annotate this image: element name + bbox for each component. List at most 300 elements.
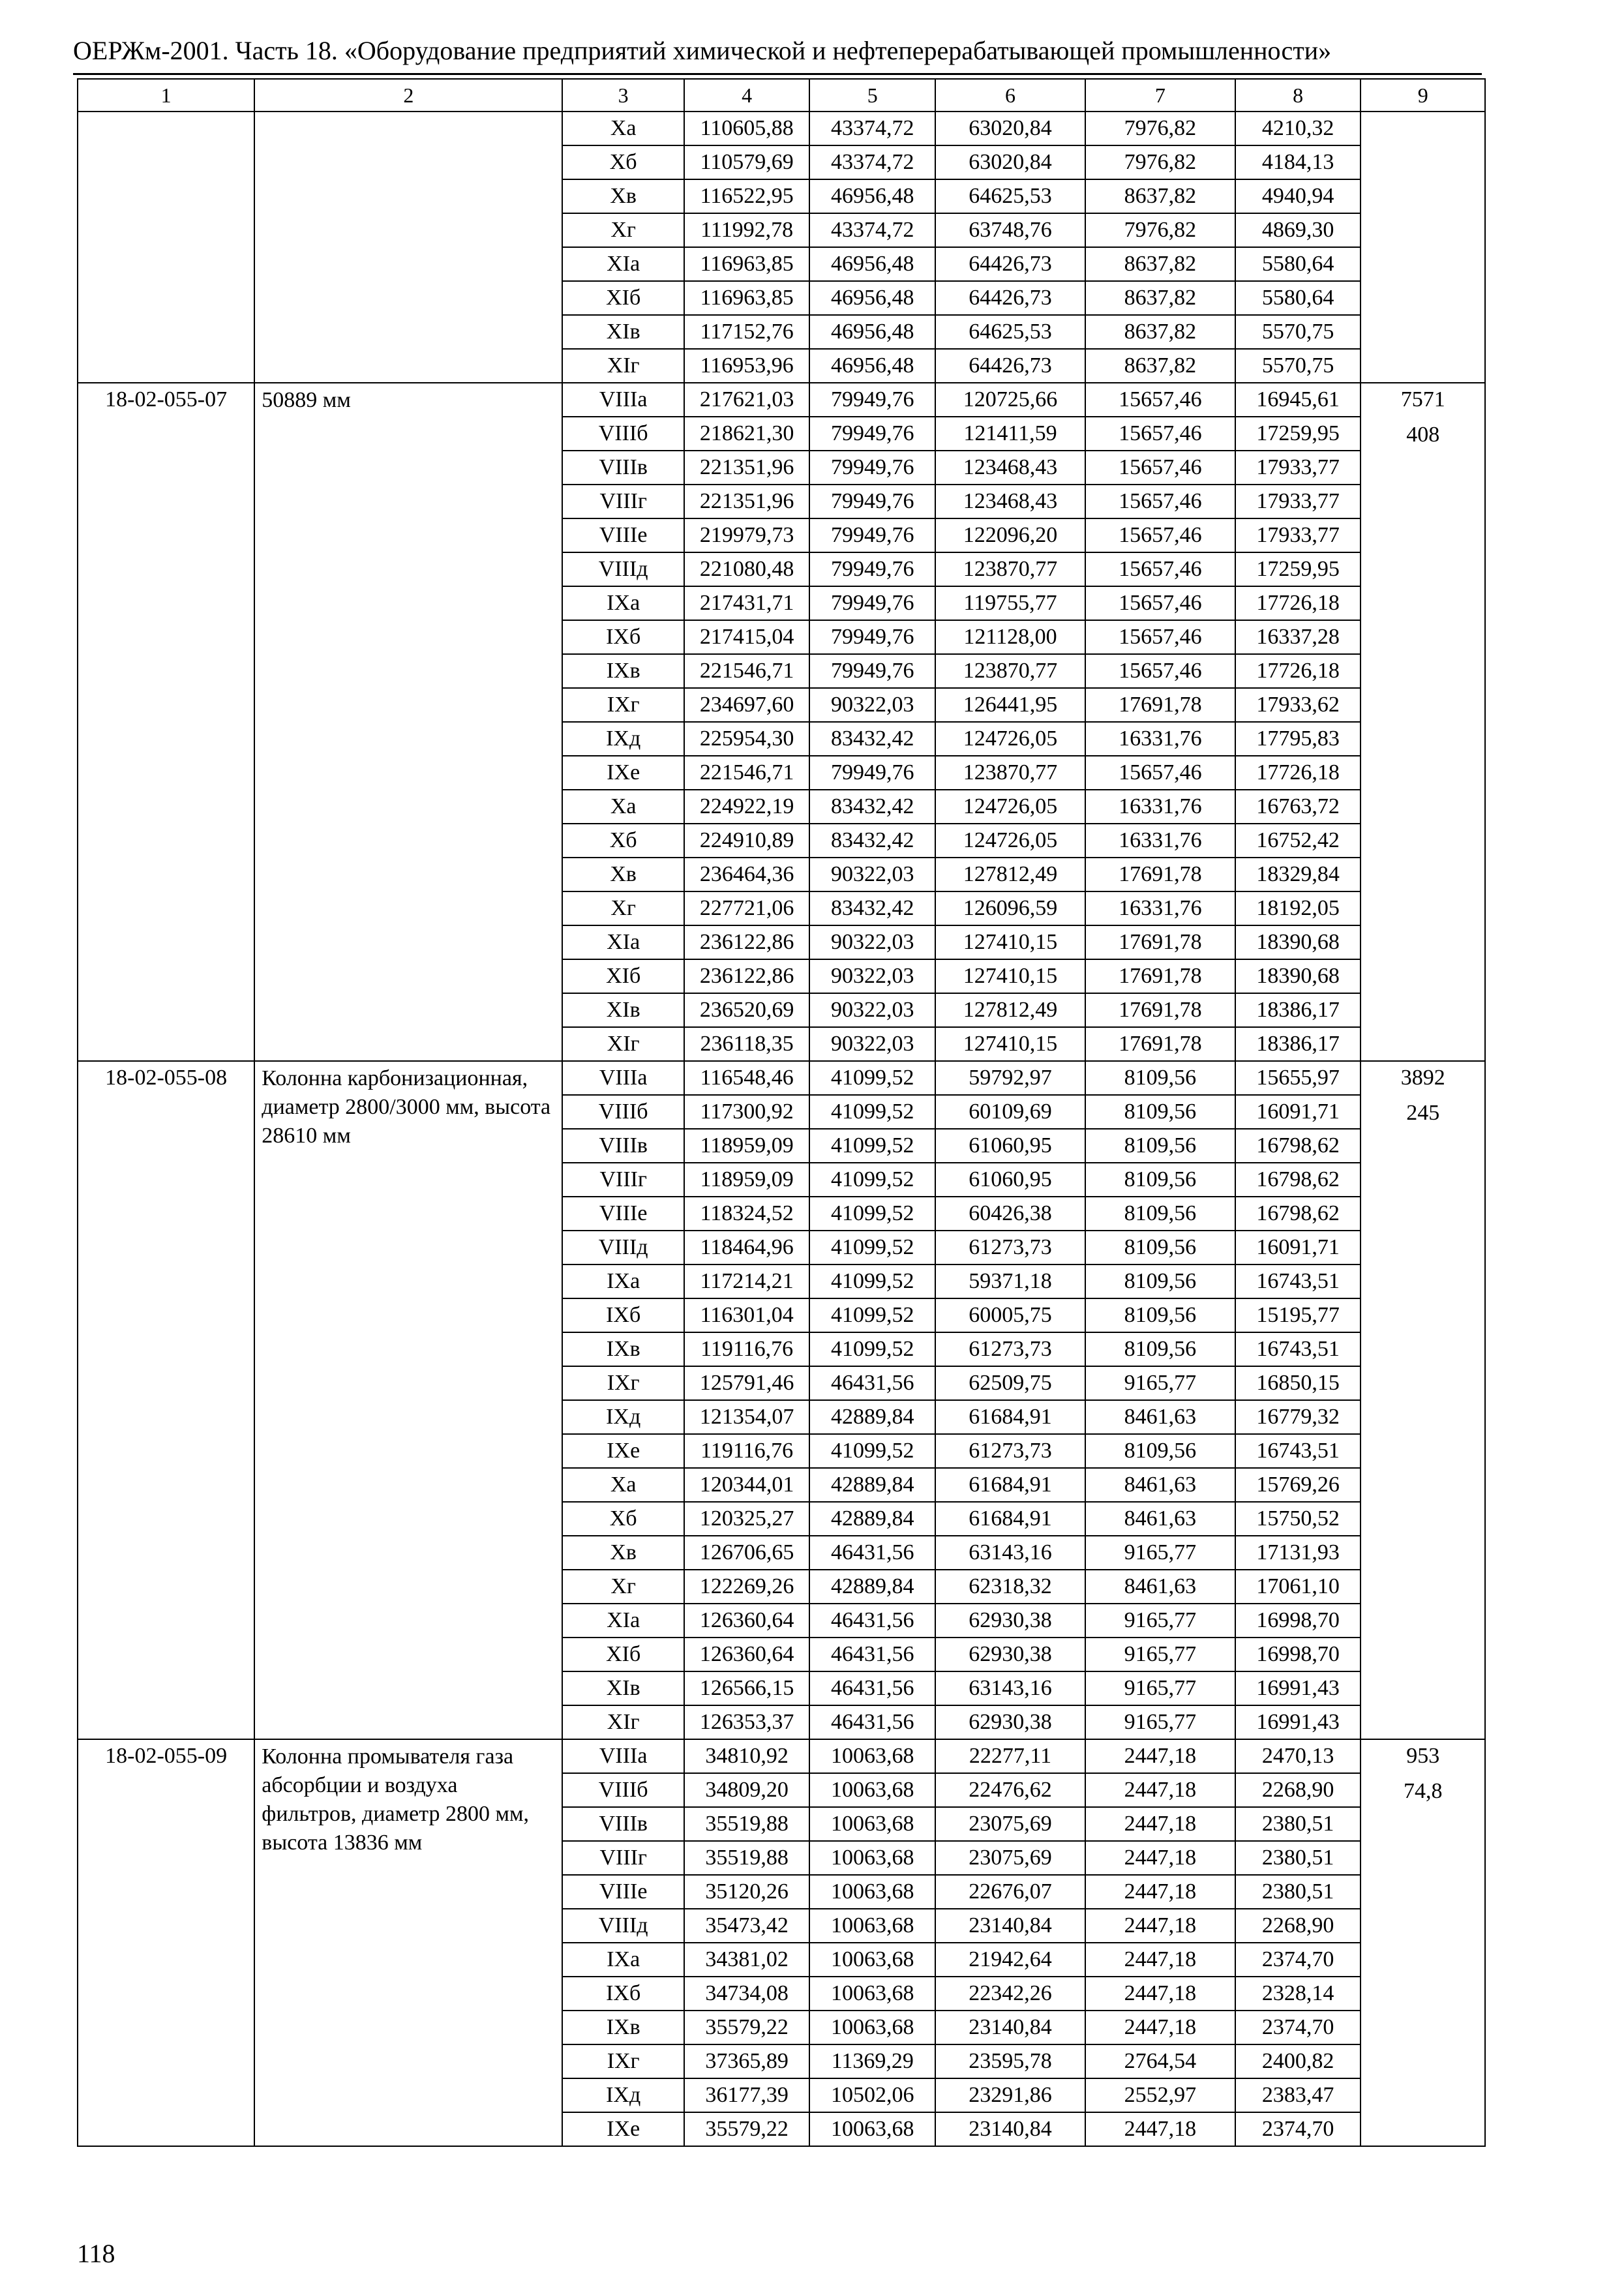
value-cell: 15657,46 (1085, 756, 1235, 790)
value-cell: 61273,73 (935, 1332, 1085, 1366)
value-cell: 236122,86 (684, 925, 810, 959)
value-cell: 17259,95 (1235, 417, 1361, 451)
value-cell: 64625,53 (935, 179, 1085, 213)
value-cell: 8109,56 (1085, 1061, 1235, 1095)
value-cell: 4869,30 (1235, 213, 1361, 247)
value-cell: 2374,70 (1235, 1943, 1361, 1977)
value-cell: 46431,56 (809, 1604, 935, 1638)
value-cell: 7976,82 (1085, 213, 1235, 247)
region-cell: Xг (562, 891, 684, 925)
value-cell: 120344,01 (684, 1468, 810, 1502)
value-cell: 62930,38 (935, 1705, 1085, 1739)
region-cell: IXa (562, 1943, 684, 1977)
value-cell: 34810,92 (684, 1739, 810, 1773)
table-row (78, 112, 1485, 145)
value-cell: 10063,68 (809, 1739, 935, 1773)
value-cell: 23140,84 (935, 2112, 1085, 2146)
value-cell: 16091,71 (1235, 1231, 1361, 1264)
value-cell: 10063,68 (809, 1773, 935, 1807)
value-cell: 4184,13 (1235, 145, 1361, 179)
value-cell: 22476,62 (935, 1773, 1085, 1807)
value-cell: 127410,15 (935, 959, 1085, 993)
value-cell: 2552,97 (1085, 2078, 1235, 2112)
value-cell: 8109,56 (1085, 1163, 1235, 1197)
value-cell: 16337,28 (1235, 620, 1361, 654)
value-cell: 123870,77 (935, 552, 1085, 586)
column-number: 2 (254, 79, 562, 112)
value-cell: 217621,03 (684, 383, 810, 417)
value-cell: 11369,29 (809, 2044, 935, 2078)
value-cell: 2447,18 (1085, 1875, 1235, 1909)
value-cell: 62930,38 (935, 1638, 1085, 1671)
column-9-value: 408 (1406, 423, 1440, 447)
value-cell: 41099,52 (809, 1061, 935, 1095)
value-cell: 218621,30 (684, 417, 810, 451)
value-cell: 8109,56 (1085, 1129, 1235, 1163)
value-cell: 217415,04 (684, 620, 810, 654)
value-cell: 127410,15 (935, 925, 1085, 959)
region-cell: VIIIд (562, 1909, 684, 1943)
value-cell: 90322,03 (809, 993, 935, 1027)
value-cell: 2447,18 (1085, 2011, 1235, 2044)
value-cell: 118959,09 (684, 1163, 810, 1197)
value-cell: 2447,18 (1085, 1807, 1235, 1841)
value-cell: 46956,48 (809, 281, 935, 315)
region-cell: VIIIг (562, 485, 684, 518)
value-cell: 4940,94 (1235, 179, 1361, 213)
value-cell: 16798,62 (1235, 1197, 1361, 1231)
column-9-value: 74,8 (1403, 1779, 1443, 1803)
value-cell: 127812,49 (935, 993, 1085, 1027)
value-cell: 16998,70 (1235, 1604, 1361, 1638)
value-cell: 110605,88 (684, 112, 810, 145)
value-cell: 118324,52 (684, 1197, 810, 1231)
value-cell: 17131,93 (1235, 1536, 1361, 1570)
item-name: Колонна карбонизационная, диаметр 2800/3000 мм, высота 28610 мм (254, 1061, 562, 1739)
value-cell: 119116,76 (684, 1332, 810, 1366)
value-cell: 43374,72 (809, 213, 935, 247)
region-cell: VIIIб (562, 1773, 684, 1807)
value-cell: 121411,59 (935, 417, 1085, 451)
value-cell: 234697,60 (684, 688, 810, 722)
value-cell: 10063,68 (809, 1943, 935, 1977)
value-cell: 10063,68 (809, 1875, 935, 1909)
value-cell: 15657,46 (1085, 586, 1235, 620)
value-cell: 90322,03 (809, 925, 935, 959)
value-cell: 23140,84 (935, 1909, 1085, 1943)
region-cell: IXв (562, 2011, 684, 2044)
value-cell: 2447,18 (1085, 2112, 1235, 2146)
value-cell: 2268,90 (1235, 1773, 1361, 1807)
value-cell: 79949,76 (809, 451, 935, 485)
value-cell: 10063,68 (809, 2112, 935, 2146)
region-cell: VIIIд (562, 1231, 684, 1264)
value-cell: 17726,18 (1235, 586, 1361, 620)
value-cell: 63748,76 (935, 213, 1085, 247)
region-cell: IXв (562, 1332, 684, 1366)
region-cell: VIIIг (562, 1841, 684, 1875)
value-cell: 60109,69 (935, 1095, 1085, 1129)
value-cell: 123468,43 (935, 485, 1085, 518)
value-cell: 64426,73 (935, 281, 1085, 315)
value-cell: 9165,77 (1085, 1536, 1235, 1570)
column-9-cell (1361, 1061, 1485, 1739)
value-cell: 41099,52 (809, 1434, 935, 1468)
value-cell: 17691,78 (1085, 1027, 1235, 1061)
value-cell: 46956,48 (809, 247, 935, 281)
value-cell: 15657,46 (1085, 417, 1235, 451)
column-9-value: 245 (1406, 1101, 1440, 1125)
value-cell: 62930,38 (935, 1604, 1085, 1638)
region-cell: IXa (562, 1264, 684, 1298)
value-cell: 23140,84 (935, 2011, 1085, 2044)
value-cell: 15657,46 (1085, 383, 1235, 417)
value-cell: 10063,68 (809, 1807, 935, 1841)
value-cell: 2447,18 (1085, 1773, 1235, 1807)
value-cell: 116522,95 (684, 179, 810, 213)
value-cell: 16991,43 (1235, 1705, 1361, 1739)
value-cell: 8109,56 (1085, 1332, 1235, 1366)
value-cell: 18390,68 (1235, 959, 1361, 993)
column-9-cell (1361, 383, 1485, 1061)
value-cell: 46956,48 (809, 315, 935, 349)
region-cell: XIг (562, 1027, 684, 1061)
value-cell: 16331,76 (1085, 824, 1235, 858)
value-cell: 121128,00 (935, 620, 1085, 654)
value-cell: 16945,61 (1235, 383, 1361, 417)
region-cell: XIг (562, 1705, 684, 1739)
value-cell: 8461,63 (1085, 1570, 1235, 1604)
page-header: ОЕРЖм-2001. Часть 18. «Оборудование предприятий химической и нефтеперерабатывающей промышленности» (73, 36, 1332, 65)
value-cell: 35579,22 (684, 2112, 810, 2146)
value-cell: 9165,77 (1085, 1604, 1235, 1638)
value-cell: 18386,17 (1235, 993, 1361, 1027)
region-cell: IXг (562, 2044, 684, 2078)
value-cell: 63020,84 (935, 112, 1085, 145)
value-cell: 18329,84 (1235, 858, 1361, 891)
region-cell: Xб (562, 1502, 684, 1536)
value-cell: 118959,09 (684, 1129, 810, 1163)
value-cell: 23075,69 (935, 1807, 1085, 1841)
value-cell: 16743,51 (1235, 1264, 1361, 1298)
value-cell: 125791,46 (684, 1366, 810, 1400)
value-cell: 35473,42 (684, 1909, 810, 1943)
value-cell: 225954,30 (684, 722, 810, 756)
value-cell: 117214,21 (684, 1264, 810, 1298)
value-cell: 43374,72 (809, 145, 935, 179)
value-cell: 8637,82 (1085, 315, 1235, 349)
value-cell: 221546,71 (684, 756, 810, 790)
value-cell: 219979,73 (684, 518, 810, 552)
value-cell: 9165,77 (1085, 1366, 1235, 1400)
value-cell: 61273,73 (935, 1434, 1085, 1468)
value-cell: 61273,73 (935, 1231, 1085, 1264)
value-cell: 37365,89 (684, 2044, 810, 2078)
value-cell: 8109,56 (1085, 1434, 1235, 1468)
column-9-cell (1361, 112, 1485, 383)
value-cell: 236520,69 (684, 993, 810, 1027)
region-cell: XIв (562, 1671, 684, 1705)
value-cell: 2447,18 (1085, 1943, 1235, 1977)
value-cell: 61684,91 (935, 1502, 1085, 1536)
value-cell: 62318,32 (935, 1570, 1085, 1604)
value-cell: 35519,88 (684, 1807, 810, 1841)
value-cell: 221080,48 (684, 552, 810, 586)
region-cell: XIa (562, 1604, 684, 1638)
value-cell: 5580,64 (1235, 281, 1361, 315)
price-table (77, 78, 1486, 2147)
region-cell: Xв (562, 858, 684, 891)
region-cell: VIIIв (562, 1129, 684, 1163)
region-cell: XIa (562, 247, 684, 281)
value-cell: 22676,07 (935, 1875, 1085, 1909)
value-cell: 41099,52 (809, 1163, 935, 1197)
value-cell: 83432,42 (809, 790, 935, 824)
value-cell: 83432,42 (809, 891, 935, 925)
region-cell: IXе (562, 2112, 684, 2146)
value-cell: 64426,73 (935, 349, 1085, 383)
value-cell: 2447,18 (1085, 1841, 1235, 1875)
value-cell: 7976,82 (1085, 145, 1235, 179)
value-cell: 15655,97 (1235, 1061, 1361, 1095)
value-cell: 60005,75 (935, 1298, 1085, 1332)
value-cell: 34381,02 (684, 1943, 810, 1977)
value-cell: 61060,95 (935, 1163, 1085, 1197)
value-cell: 17061,10 (1235, 1570, 1361, 1604)
value-cell: 2380,51 (1235, 1807, 1361, 1841)
value-cell: 124726,05 (935, 790, 1085, 824)
column-number: 3 (562, 79, 684, 112)
region-cell: IXе (562, 1434, 684, 1468)
value-cell: 2447,18 (1085, 1909, 1235, 1943)
value-cell: 126566,15 (684, 1671, 810, 1705)
region-cell: XIв (562, 993, 684, 1027)
value-cell: 120725,66 (935, 383, 1085, 417)
item-code: 18-02-055-09 (78, 1739, 254, 2146)
value-cell: 221351,96 (684, 485, 810, 518)
value-cell: 64625,53 (935, 315, 1085, 349)
value-cell: 46431,56 (809, 1366, 935, 1400)
value-cell: 5580,64 (1235, 247, 1361, 281)
value-cell: 46431,56 (809, 1671, 935, 1705)
region-cell: XIб (562, 281, 684, 315)
value-cell: 23291,86 (935, 2078, 1085, 2112)
region-cell: XIг (562, 349, 684, 383)
region-cell: Xв (562, 1536, 684, 1570)
region-cell: VIIIв (562, 1807, 684, 1841)
value-cell: 126353,37 (684, 1705, 810, 1739)
value-cell: 79949,76 (809, 417, 935, 451)
value-cell: 63143,16 (935, 1536, 1085, 1570)
item-code (78, 112, 254, 383)
region-cell: VIIIг (562, 1163, 684, 1197)
value-cell: 17691,78 (1085, 688, 1235, 722)
region-cell: IXд (562, 1400, 684, 1434)
value-cell: 17691,78 (1085, 925, 1235, 959)
value-cell: 90322,03 (809, 959, 935, 993)
value-cell: 8637,82 (1085, 349, 1235, 383)
value-cell: 124726,05 (935, 722, 1085, 756)
region-cell: IXе (562, 756, 684, 790)
value-cell: 8461,63 (1085, 1468, 1235, 1502)
value-cell: 16752,42 (1235, 824, 1361, 858)
value-cell: 2764,54 (1085, 2044, 1235, 2078)
column-number: 9 (1361, 79, 1485, 112)
value-cell: 36177,39 (684, 2078, 810, 2112)
column-9-value: 953 (1406, 1744, 1440, 1768)
value-cell: 123468,43 (935, 451, 1085, 485)
region-cell: IXг (562, 1366, 684, 1400)
region-cell: XIa (562, 925, 684, 959)
value-cell: 41099,52 (809, 1332, 935, 1366)
value-cell: 16743,51 (1235, 1434, 1361, 1468)
value-cell: 2400,82 (1235, 2044, 1361, 2078)
value-cell: 15195,77 (1235, 1298, 1361, 1332)
region-cell: IXд (562, 2078, 684, 2112)
value-cell: 4210,32 (1235, 112, 1361, 145)
region-cell: XIб (562, 1638, 684, 1671)
region-cell: VIIIе (562, 518, 684, 552)
value-cell: 21942,64 (935, 1943, 1085, 1977)
value-cell: 17933,77 (1235, 485, 1361, 518)
region-cell: Xб (562, 145, 684, 179)
column-9-value: 3892 (1400, 1066, 1445, 1090)
value-cell: 23595,78 (935, 2044, 1085, 2078)
value-cell: 17933,62 (1235, 688, 1361, 722)
value-cell: 17726,18 (1235, 654, 1361, 688)
value-cell: 15769,26 (1235, 1468, 1361, 1502)
value-cell: 15750,52 (1235, 1502, 1361, 1536)
table-row (78, 1739, 1485, 1773)
value-cell: 8637,82 (1085, 281, 1235, 315)
value-cell: 16763,72 (1235, 790, 1361, 824)
value-cell: 221351,96 (684, 451, 810, 485)
value-cell: 10063,68 (809, 2011, 935, 2044)
value-cell: 16798,62 (1235, 1129, 1361, 1163)
table-row (78, 1061, 1485, 1095)
value-cell: 123870,77 (935, 654, 1085, 688)
value-cell: 79949,76 (809, 518, 935, 552)
value-cell: 111992,78 (684, 213, 810, 247)
region-cell: VIIIa (562, 1061, 684, 1095)
value-cell: 122096,20 (935, 518, 1085, 552)
value-cell: 42889,84 (809, 1570, 935, 1604)
value-cell: 2447,18 (1085, 1977, 1235, 2011)
region-cell: VIIIе (562, 1197, 684, 1231)
value-cell: 8109,56 (1085, 1231, 1235, 1264)
value-cell: 127410,15 (935, 1027, 1085, 1061)
value-cell: 2374,70 (1235, 2011, 1361, 2044)
region-cell: VIIIе (562, 1875, 684, 1909)
value-cell: 5570,75 (1235, 315, 1361, 349)
value-cell: 121354,07 (684, 1400, 810, 1434)
value-cell: 83432,42 (809, 824, 935, 858)
value-cell: 15657,46 (1085, 552, 1235, 586)
value-cell: 60426,38 (935, 1197, 1085, 1231)
value-cell: 5570,75 (1235, 349, 1361, 383)
value-cell: 17933,77 (1235, 451, 1361, 485)
value-cell: 90322,03 (809, 858, 935, 891)
region-cell: IXб (562, 620, 684, 654)
value-cell: 8109,56 (1085, 1197, 1235, 1231)
value-cell: 46431,56 (809, 1536, 935, 1570)
value-cell: 8109,56 (1085, 1298, 1235, 1332)
value-cell: 63020,84 (935, 145, 1085, 179)
value-cell: 2447,18 (1085, 1739, 1235, 1773)
value-cell: 35519,88 (684, 1841, 810, 1875)
column-number: 4 (684, 79, 810, 112)
value-cell: 224910,89 (684, 824, 810, 858)
value-cell: 62509,75 (935, 1366, 1085, 1400)
column-number: 7 (1085, 79, 1235, 112)
value-cell: 7976,82 (1085, 112, 1235, 145)
value-cell: 8637,82 (1085, 247, 1235, 281)
value-cell: 224922,19 (684, 790, 810, 824)
value-cell: 18390,68 (1235, 925, 1361, 959)
value-cell: 10063,68 (809, 1841, 935, 1875)
value-cell: 10063,68 (809, 1909, 935, 1943)
value-cell: 10502,06 (809, 2078, 935, 2112)
value-cell: 18386,17 (1235, 1027, 1361, 1061)
value-cell: 64426,73 (935, 247, 1085, 281)
value-cell: 9165,77 (1085, 1638, 1235, 1671)
value-cell: 124726,05 (935, 824, 1085, 858)
column-number-row (78, 79, 1485, 112)
table-body (78, 79, 1485, 2146)
value-cell: 117152,76 (684, 315, 810, 349)
value-cell: 119755,77 (935, 586, 1085, 620)
region-cell: Xa (562, 1468, 684, 1502)
value-cell: 35120,26 (684, 1875, 810, 1909)
value-cell: 2380,51 (1235, 1841, 1361, 1875)
value-cell: 79949,76 (809, 620, 935, 654)
value-cell: 43374,72 (809, 112, 935, 145)
value-cell: 46431,56 (809, 1705, 935, 1739)
page-number: 118 (77, 2239, 115, 2268)
value-cell: 15657,46 (1085, 518, 1235, 552)
column-number: 5 (809, 79, 935, 112)
value-cell: 16331,76 (1085, 891, 1235, 925)
value-cell: 217431,71 (684, 586, 810, 620)
value-cell: 18192,05 (1235, 891, 1361, 925)
value-cell: 236118,35 (684, 1027, 810, 1061)
value-cell: 41099,52 (809, 1264, 935, 1298)
value-cell: 90322,03 (809, 1027, 935, 1061)
value-cell: 79949,76 (809, 586, 935, 620)
value-cell: 16991,43 (1235, 1671, 1361, 1705)
value-cell: 10063,68 (809, 1977, 935, 2011)
value-cell: 17933,77 (1235, 518, 1361, 552)
value-cell: 126706,65 (684, 1536, 810, 1570)
region-cell: Xб (562, 824, 684, 858)
value-cell: 126441,95 (935, 688, 1085, 722)
item-name (254, 112, 562, 383)
value-cell: 61684,91 (935, 1468, 1085, 1502)
value-cell: 16779,32 (1235, 1400, 1361, 1434)
region-cell: VIIIa (562, 383, 684, 417)
column-9-value: 7571 (1400, 387, 1445, 411)
value-cell: 41099,52 (809, 1231, 935, 1264)
column-number: 6 (935, 79, 1085, 112)
value-cell: 59371,18 (935, 1264, 1085, 1298)
value-cell: 126360,64 (684, 1604, 810, 1638)
value-cell: 83432,42 (809, 722, 935, 756)
value-cell: 17259,95 (1235, 552, 1361, 586)
value-cell: 17795,83 (1235, 722, 1361, 756)
value-cell: 17726,18 (1235, 756, 1361, 790)
value-cell: 90322,03 (809, 688, 935, 722)
value-cell: 9165,77 (1085, 1671, 1235, 1705)
